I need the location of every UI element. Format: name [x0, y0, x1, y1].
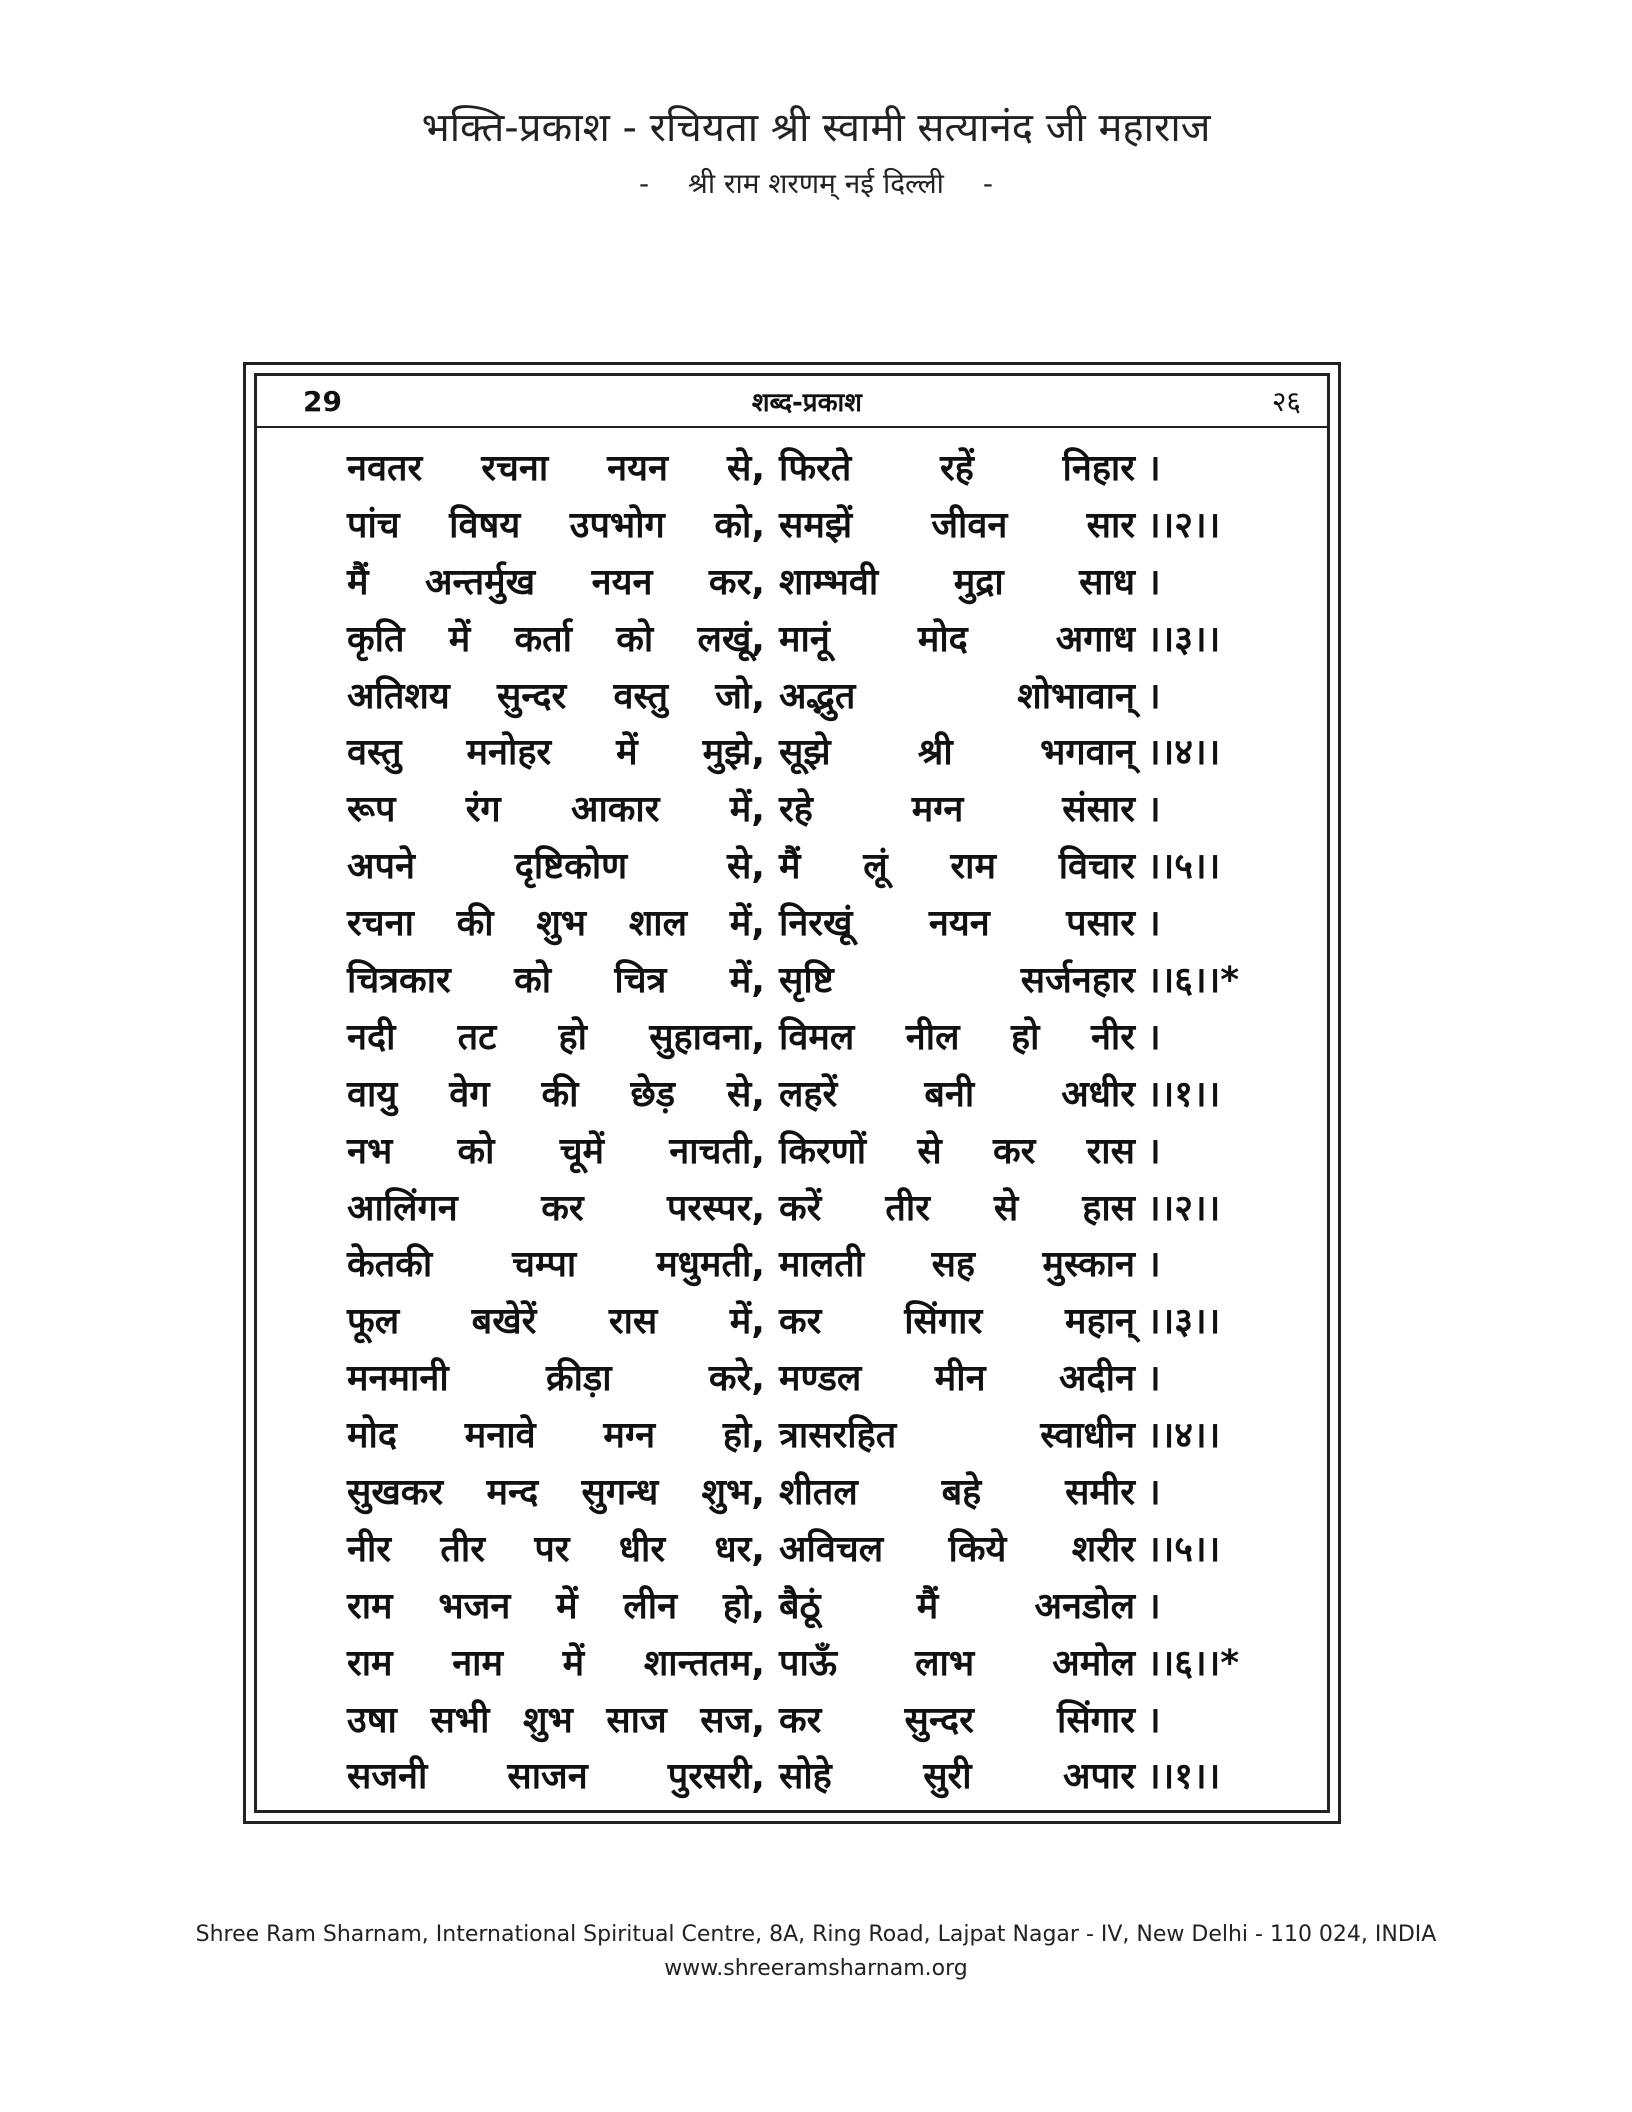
verse-word: बनी	[924, 1073, 975, 1115]
verse-end-mark: ।।५।।	[1147, 1528, 1221, 1570]
verse-second-half	[779, 897, 1135, 946]
verse-word: अमोल	[1052, 1642, 1135, 1684]
verse-line	[347, 950, 1287, 1007]
verse-word: को	[457, 1130, 495, 1172]
verse-word: कृति	[347, 618, 405, 660]
page-frame-inner	[254, 373, 1330, 1813]
verse-word: समझें	[779, 504, 853, 546]
verse-word: तीर	[885, 1187, 930, 1229]
page-number-left: 29	[303, 384, 342, 418]
verse-word: कर	[992, 1130, 1036, 1172]
verse-word: सभी	[430, 1699, 490, 1741]
verse-word: अतिशय	[347, 675, 450, 717]
verse-word: मानूं	[779, 618, 830, 660]
verse-word: रहे	[779, 789, 813, 831]
verse-word: केतकी	[347, 1244, 433, 1286]
verse-word: नवतर	[347, 447, 423, 489]
verse-word: तट	[457, 1016, 497, 1058]
verse-word: छेड़	[630, 1073, 675, 1115]
verse-word: में,	[729, 959, 765, 1001]
verse-word: सोहे	[779, 1756, 832, 1798]
verse-word: सूझे	[779, 732, 831, 774]
verse-word: मग्न	[911, 789, 964, 831]
verse-word: नदी	[347, 1016, 396, 1058]
verse-word: से,	[726, 1073, 765, 1115]
verse-line	[347, 1291, 1287, 1348]
verse-word: लीन	[623, 1585, 678, 1627]
verse-first-half	[347, 1694, 765, 1743]
verse-word: रास	[1086, 1130, 1135, 1172]
verse-word: में	[562, 1642, 585, 1684]
verse-word: धर,	[714, 1528, 765, 1570]
verse-word: वस्तु	[613, 675, 669, 717]
verse-word: में,	[729, 1301, 765, 1343]
verse-second-half	[779, 1182, 1135, 1231]
verse-first-half	[347, 1637, 765, 1686]
verse-second-half	[779, 840, 1135, 889]
verse-word: वायु	[347, 1073, 398, 1115]
verse-word: जीवन	[931, 504, 1008, 546]
verse-second-half	[779, 1694, 1135, 1743]
verse-word: अद्भुत	[779, 675, 856, 717]
verse-word: को	[514, 959, 552, 1001]
verse-line	[347, 1348, 1287, 1405]
verse-word: सुहावना,	[649, 1016, 765, 1058]
verse-word: मुस्कान	[1042, 1244, 1135, 1286]
book-title: भक्ति-प्रकाश - रचियता श्री स्वामी सत्यानंद जी महाराज	[421, 105, 1211, 151]
verse-second-half	[779, 1750, 1135, 1799]
verse-word: चित्र	[614, 959, 667, 1001]
verse-word: अगाध	[1055, 618, 1135, 660]
verse-word: भगवान्	[1040, 732, 1135, 774]
verse-first-half	[347, 670, 765, 719]
verse-word: कर	[779, 1301, 822, 1343]
verse-word: बखेरें	[471, 1301, 537, 1343]
verse-word: लूं	[863, 846, 888, 888]
verse-word: बैठूं	[779, 1585, 821, 1627]
verse-word: में	[556, 1585, 578, 1627]
verse-word: दृष्टिकोण	[514, 846, 628, 888]
verse-second-half	[779, 1125, 1135, 1174]
verse-line	[347, 1234, 1287, 1291]
verse-line	[347, 609, 1287, 666]
document-header	[0, 100, 1632, 206]
verse-end-mark: ।	[1147, 1016, 1161, 1058]
book-subtitle	[0, 162, 1632, 206]
verse-word: की	[456, 903, 494, 945]
verse-first-half	[347, 1523, 765, 1572]
verse-word: रास	[608, 1301, 658, 1343]
verse-end-mark: ।	[1147, 903, 1161, 945]
verse-end-mark: ।।४।।	[1147, 1415, 1221, 1457]
verse-word: श्री	[917, 732, 953, 774]
verse-first-half	[347, 1238, 765, 1287]
verse-word: से	[993, 1187, 1019, 1229]
verse-line	[347, 1405, 1287, 1462]
verse-first-half	[347, 1068, 765, 1117]
verse-word: नयन	[928, 903, 990, 945]
verse-end-mark: ।	[1147, 789, 1161, 831]
verse-first-half	[347, 1125, 765, 1174]
verse-word: सुखकर	[347, 1471, 444, 1513]
verse-word: मनोहर	[466, 732, 552, 774]
verse-word: सुरी	[923, 1756, 972, 1798]
verse-line	[347, 893, 1287, 950]
verse-word: सुगन्ध	[581, 1471, 659, 1513]
verse-word: नीर	[1090, 1016, 1135, 1058]
verse-list	[347, 438, 1287, 1803]
verse-word: स्वाधीन	[1040, 1415, 1135, 1457]
verse-word: कर	[779, 1699, 822, 1741]
verse-line	[347, 1064, 1287, 1121]
verse-word: उपभोग	[569, 504, 665, 546]
verse-word: अधीर	[1061, 1073, 1135, 1115]
verse-first-half	[347, 954, 765, 1003]
verse-word: मैं	[347, 561, 369, 603]
verse-word: मैं	[779, 846, 801, 888]
verse-line	[347, 552, 1287, 609]
verse-word: साध	[1079, 561, 1135, 603]
verse-first-half	[347, 1409, 765, 1458]
verse-end-mark: ।	[1147, 1699, 1161, 1741]
verse-word: सिंगार	[904, 1301, 983, 1343]
verse-word: अदीन	[1059, 1358, 1135, 1400]
verse-word: त्रासरहित	[779, 1415, 897, 1457]
verse-word: में	[616, 732, 638, 774]
verse-second-half	[779, 1637, 1135, 1686]
verse-second-half	[779, 1580, 1135, 1629]
verse-word: मनावे	[464, 1415, 536, 1457]
verse-end-mark: ।।२।।	[1147, 504, 1221, 546]
verse-line	[347, 1746, 1287, 1803]
verse-word: राम	[950, 846, 996, 888]
verse-end-mark: ।।१।।	[1147, 1073, 1221, 1115]
verse-word: पुरसरी,	[667, 1756, 765, 1798]
verse-end-mark: ।	[1147, 1471, 1161, 1513]
verse-word: तीर	[440, 1528, 485, 1570]
verse-end-mark: ।	[1147, 1358, 1161, 1400]
verse-end-mark: ।।४।।	[1147, 732, 1221, 774]
verse-word: नयन	[591, 561, 653, 603]
verse-word: विमल	[779, 1016, 855, 1058]
verse-word: रंग	[465, 789, 501, 831]
verse-word: हो,	[722, 1585, 765, 1627]
verse-word: कर,	[708, 561, 765, 603]
verse-first-half	[347, 613, 765, 662]
verse-word: परस्पर,	[666, 1187, 765, 1229]
verse-word: अनडोल	[1034, 1585, 1135, 1627]
verse-word: में	[448, 618, 471, 660]
verse-first-half	[347, 442, 765, 491]
verse-end-mark: ।।५।।	[1147, 846, 1221, 888]
verse-word: रूप	[347, 789, 396, 831]
verse-word: सिंगार	[1057, 1699, 1135, 1741]
verse-word: मण्डल	[779, 1358, 862, 1400]
verse-second-half	[779, 1011, 1135, 1060]
verse-word: की	[541, 1073, 579, 1115]
verse-word: शुभ	[536, 903, 587, 945]
verse-word: हो	[558, 1016, 587, 1058]
verse-word: क्रीड़ा	[546, 1358, 612, 1400]
verse-word: मैं	[916, 1585, 939, 1627]
verse-word: में,	[729, 789, 765, 831]
verse-word: आकार	[570, 789, 660, 831]
verse-end-mark: ।	[1147, 675, 1161, 717]
verse-word: मन्द	[486, 1471, 539, 1513]
verse-end-mark: ।	[1147, 561, 1161, 603]
verse-first-half	[347, 840, 765, 889]
verse-second-half	[779, 670, 1135, 719]
verse-word: नभ	[347, 1130, 393, 1172]
verse-word: कर्ता	[514, 618, 572, 660]
verse-word: रहें	[940, 447, 974, 489]
page-number-right: २६	[1271, 385, 1301, 418]
verse-first-half	[347, 1011, 765, 1060]
verse-word: वस्तु	[347, 732, 402, 774]
verse-word: रचना	[481, 447, 549, 489]
verse-word: शरीर	[1071, 1528, 1135, 1570]
verse-word: मनमानी	[347, 1358, 449, 1400]
verse-word: राम	[347, 1585, 393, 1627]
verse-word: करें	[779, 1187, 822, 1229]
verse-line	[347, 836, 1287, 893]
verse-word: चम्पा	[512, 1244, 577, 1286]
verse-word: लाभ	[915, 1642, 975, 1684]
verse-word: सृष्टि	[779, 959, 834, 1001]
verse-word: निहार	[1062, 447, 1135, 489]
verse-word: नाचती,	[669, 1130, 765, 1172]
verse-word: सजनी	[347, 1756, 428, 1798]
verse-word: मुद्रा	[953, 561, 1004, 603]
verse-word: फिरते	[779, 447, 852, 489]
verse-word: समीर	[1065, 1471, 1135, 1513]
verse-word: मग्न	[603, 1415, 656, 1457]
verse-word: पसार	[1066, 903, 1135, 945]
verse-word: अन्तर्मुख	[425, 561, 536, 603]
verse-word: को	[616, 618, 654, 660]
verse-line	[347, 1007, 1287, 1064]
verse-second-half	[779, 1295, 1135, 1344]
verse-first-half	[347, 783, 765, 832]
verse-word: से,	[726, 447, 765, 489]
verse-word: मीन	[934, 1358, 986, 1400]
page-header-bar	[257, 376, 1327, 428]
verse-word: महान्	[1065, 1301, 1135, 1343]
verse-word: से,	[726, 846, 765, 888]
verse-first-half	[347, 499, 765, 548]
verse-word: अविचल	[779, 1528, 884, 1570]
section-title: शब्द-प्रकाश	[751, 388, 862, 418]
verse-second-half	[779, 1352, 1135, 1401]
verse-second-half	[779, 1068, 1135, 1117]
verse-word: मोद	[347, 1415, 397, 1457]
verse-word: सार	[1086, 504, 1135, 546]
verse-word: मधुमती,	[656, 1244, 765, 1286]
verse-end-mark: ।	[1147, 1244, 1161, 1286]
verse-word: शुभ,	[701, 1471, 765, 1513]
verse-word: लखूं,	[697, 618, 765, 660]
verse-second-half	[779, 1409, 1135, 1458]
verse-first-half	[347, 726, 765, 775]
footer-address: Shree Ram Sharnam, International Spiritual Centre, 8A, Ring Road, Lajpat Nagar - IV, New Delhi - 110 024, INDIA	[195, 1922, 1437, 1947]
verse-word: शाल	[628, 903, 688, 945]
subtitle-dash-left: -	[639, 167, 650, 200]
verse-word: भजन	[438, 1585, 511, 1627]
verse-word: साज	[606, 1699, 667, 1741]
verse-first-half	[347, 1352, 765, 1401]
verse-line	[347, 1178, 1287, 1235]
verse-second-half	[779, 726, 1135, 775]
verse-word: सुन्दर	[496, 675, 567, 717]
verse-word: विचार	[1058, 846, 1135, 888]
verse-end-mark: ।।१।।	[1147, 1756, 1221, 1798]
verse-line	[347, 666, 1287, 723]
verse-word: रचना	[347, 903, 414, 945]
page-frame-outer	[243, 362, 1341, 1824]
verse-word: हो	[1011, 1016, 1040, 1058]
verse-second-half	[779, 783, 1135, 832]
verse-word: शाम्भवी	[779, 561, 879, 603]
verse-end-mark: ।।३।।	[1147, 1301, 1221, 1343]
verse-end-mark: ।	[1147, 447, 1161, 489]
verse-second-half	[779, 499, 1135, 548]
verse-word: मोद	[917, 618, 968, 660]
verse-word: शीतल	[779, 1471, 858, 1513]
verse-end-mark: ।।६।।*	[1147, 1642, 1240, 1684]
subtitle-text: श्री राम शरणम् नई दिल्ली	[688, 167, 944, 200]
verse-second-half	[779, 1466, 1135, 1515]
verse-word: हास	[1082, 1187, 1135, 1229]
verse-line	[347, 1519, 1287, 1576]
verse-word: सुन्दर	[904, 1699, 974, 1741]
verse-line	[347, 1462, 1287, 1519]
verse-second-half	[779, 1523, 1135, 1572]
verse-second-half	[779, 556, 1135, 605]
verse-word: लहरें	[779, 1073, 838, 1115]
verse-word: हो,	[722, 1415, 765, 1457]
verse-line	[347, 1690, 1287, 1747]
verse-word: नयन	[607, 447, 668, 489]
verse-word: शुभ	[522, 1699, 573, 1741]
verse-end-mark: ।।६।।*	[1147, 959, 1240, 1001]
verse-second-half	[779, 442, 1135, 491]
verse-word: सह	[931, 1244, 976, 1286]
verse-first-half	[347, 1466, 765, 1515]
verse-word: कर	[541, 1187, 584, 1229]
verse-end-mark: ।।२।।	[1147, 1187, 1221, 1229]
verse-first-half	[347, 1182, 765, 1231]
verse-end-mark: ।	[1147, 1130, 1161, 1172]
verse-word: अपार	[1062, 1756, 1135, 1798]
verse-word: पांच	[347, 504, 400, 546]
verse-word: बहे	[941, 1471, 982, 1513]
verse-word: साजन	[507, 1756, 588, 1798]
verse-first-half	[347, 1580, 765, 1629]
verse-line	[347, 722, 1287, 779]
verse-word: धीर	[618, 1528, 666, 1570]
verse-word: जो,	[715, 675, 765, 717]
verse-word: चित्रकार	[347, 959, 451, 1001]
verse-word: निरखूं	[779, 903, 853, 945]
verse-word: करे,	[708, 1358, 765, 1400]
verse-word: फूल	[347, 1301, 400, 1343]
verse-word: मुझे,	[702, 732, 765, 774]
verse-line	[347, 438, 1287, 495]
verse-first-half	[347, 1750, 765, 1799]
verse-end-mark: ।।३।।	[1147, 618, 1221, 660]
verse-word: नाम	[452, 1642, 504, 1684]
verse-word: पर	[534, 1528, 570, 1570]
verse-word: चूमें	[559, 1130, 605, 1172]
verse-word: नीर	[347, 1528, 392, 1570]
verse-word: वेग	[449, 1073, 490, 1115]
verse-end-mark: ।	[1147, 1585, 1161, 1627]
verse-word: अपने	[347, 846, 415, 888]
verse-word: शान्ततम,	[643, 1642, 765, 1684]
verse-word: में,	[729, 903, 765, 945]
verse-word: नील	[905, 1016, 960, 1058]
verse-word: राम	[347, 1642, 393, 1684]
verse-second-half	[779, 954, 1135, 1003]
verse-second-half	[779, 613, 1135, 662]
footer-website: www.shreeramsharnam.org	[664, 1956, 968, 1981]
verse-line	[347, 1576, 1287, 1633]
verse-word: किरणों	[779, 1130, 867, 1172]
verse-line	[347, 1633, 1287, 1690]
verse-word: से	[917, 1130, 942, 1172]
subtitle-dash-right: -	[982, 167, 993, 200]
verse-word: पाऊँ	[779, 1642, 838, 1684]
verse-line	[347, 1121, 1287, 1178]
verse-word: शोभावान्	[1017, 675, 1135, 717]
verse-word: विषय	[449, 504, 521, 546]
verse-line	[347, 495, 1287, 552]
verse-word: आलिंगन	[347, 1187, 458, 1229]
verse-word: संसार	[1062, 789, 1135, 831]
verse-word: उषा	[347, 1699, 397, 1741]
verse-word: किये	[948, 1528, 1007, 1570]
verse-first-half	[347, 1295, 765, 1344]
document-footer	[0, 1918, 1632, 1986]
verse-first-half	[347, 556, 765, 605]
verse-second-half	[779, 1238, 1135, 1287]
verse-word: सज,	[700, 1699, 765, 1741]
verse-first-half	[347, 897, 765, 946]
verse-word: मालती	[779, 1244, 865, 1286]
verse-word: सर्जनहार	[1020, 959, 1135, 1001]
verse-line	[347, 779, 1287, 836]
verse-word: को,	[714, 504, 765, 546]
